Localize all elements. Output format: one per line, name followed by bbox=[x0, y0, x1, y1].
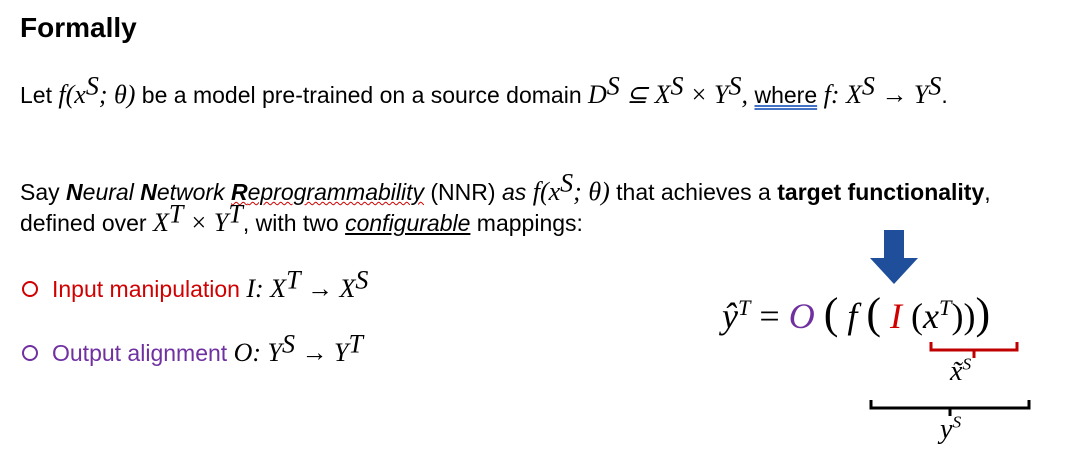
math-f: f bbox=[817, 80, 831, 109]
bullet-output-alignment bbox=[22, 329, 363, 368]
down-arrow-icon bbox=[866, 230, 922, 286]
target-functionality: target functionality bbox=[777, 179, 985, 205]
text: eural bbox=[82, 179, 141, 205]
text: , with two bbox=[242, 210, 346, 236]
math-map: : X bbox=[830, 80, 862, 109]
math-comma: , bbox=[741, 80, 755, 109]
math-theta: ; θ) bbox=[573, 177, 610, 206]
eq-y: y bbox=[940, 414, 953, 445]
red-brace-icon bbox=[928, 340, 1020, 362]
eq-yhat: ŷ bbox=[722, 296, 738, 336]
text: (NNR) bbox=[424, 179, 502, 205]
equation: $ŷ^T = O$ ( f ( I $(x^T)$)) bbox=[722, 289, 991, 338]
text: . bbox=[941, 82, 948, 108]
eq-I: I bbox=[890, 296, 903, 336]
math-f: f(x bbox=[526, 177, 561, 206]
math-times: × Y bbox=[183, 208, 229, 237]
nnr-line: Say Neural Network Reprogrammability (NNR) as $f(x^S$; θ) that achieves a target functionality, bbox=[20, 168, 991, 206]
bullet-label: Input manipulation bbox=[52, 276, 247, 302]
text: N bbox=[66, 179, 83, 205]
math-D: D bbox=[588, 80, 607, 109]
math-times: × Y bbox=[683, 80, 729, 109]
math-subset: ⊆ X bbox=[619, 80, 671, 109]
math-arrow: → Y bbox=[294, 338, 349, 367]
math-f: f bbox=[58, 80, 66, 109]
eq-O: O bbox=[788, 296, 815, 336]
bullet-input-manipulation bbox=[22, 265, 369, 304]
defined-over-line: defined over $X^T \times Y^T$, with two configurable mappings: bbox=[20, 199, 583, 237]
math-theta: ; θ) bbox=[98, 80, 136, 109]
text: mappings: bbox=[470, 210, 583, 236]
text: be a model pre-trained on a source domain bbox=[135, 82, 589, 108]
slide-title: Formally bbox=[20, 12, 137, 43]
math-sup: S bbox=[281, 329, 295, 359]
eq-xtilde-sup: S bbox=[962, 354, 972, 374]
math-sup: S bbox=[355, 265, 369, 295]
xtilde-label bbox=[950, 356, 971, 388]
math-x: (x bbox=[65, 80, 86, 109]
eq-equals: = bbox=[750, 296, 789, 336]
configurable-word: configurable bbox=[345, 210, 471, 236]
text: R bbox=[230, 179, 248, 205]
text: eprogrammability bbox=[247, 179, 424, 205]
text: etwork bbox=[156, 179, 231, 205]
math-sup: T bbox=[168, 199, 184, 229]
math: O: Y bbox=[233, 338, 282, 367]
y-label bbox=[940, 414, 961, 446]
text: Say bbox=[20, 179, 67, 205]
math-sup: T bbox=[348, 329, 363, 359]
where-word: where bbox=[754, 82, 818, 108]
math-sup: S bbox=[85, 71, 99, 101]
text: N bbox=[140, 179, 157, 205]
eq-x: x bbox=[923, 296, 940, 336]
text: defined over bbox=[20, 210, 153, 236]
eq-y-sup: S bbox=[952, 412, 962, 432]
text: Let bbox=[20, 82, 59, 108]
definition-line-1: Let $f(x^S$; θ) be a model pre-trained on a source domain $D^S$ ⊆ $X^S \times Y^S$, where f: $X^S \to Y^S$. bbox=[20, 71, 948, 109]
circle-bullet-icon bbox=[22, 281, 38, 297]
eq-f: f bbox=[847, 296, 858, 336]
math-X: X bbox=[152, 208, 169, 237]
eq-xtilde: x̃ bbox=[950, 356, 963, 387]
math-sup: T bbox=[286, 265, 301, 295]
eq-sup-T: T bbox=[737, 295, 751, 320]
text: , bbox=[984, 179, 991, 205]
bullet-label: Output alignment bbox=[52, 340, 234, 366]
circle-bullet-icon bbox=[22, 345, 38, 361]
math-arrow: → Y bbox=[874, 80, 929, 109]
text: as bbox=[501, 179, 527, 205]
text: that achieves a bbox=[609, 179, 778, 205]
math-arrow: → X bbox=[300, 274, 356, 303]
math: I: X bbox=[246, 274, 287, 303]
